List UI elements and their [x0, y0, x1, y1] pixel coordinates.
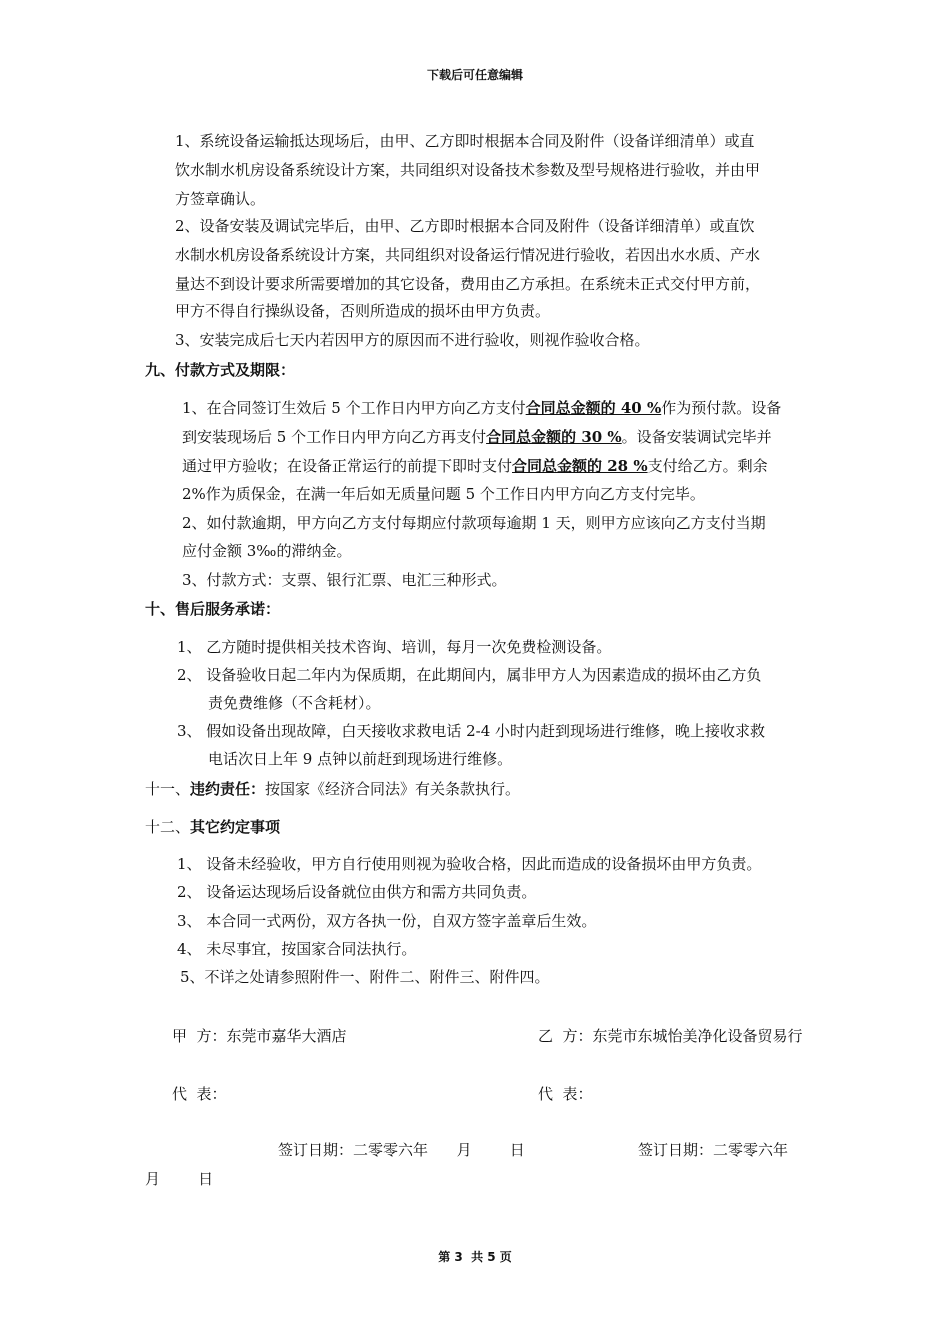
section11-title: 违约责任：	[190, 780, 266, 798]
section11-text: 按国家《经济合同法》有关条款执行。	[265, 780, 521, 798]
s10-item1: 1、 乙方随时提供相关技术咨询、培训，每月一次免费检测设备。	[177, 638, 612, 656]
s10-item2-line2: 责免费维修（不含耗材）。	[208, 694, 381, 712]
s10-item3-line2: 电话次日上年 9 点钟以前赶到现场进行维修。	[208, 750, 513, 768]
s8-item2-line4: 甲方不得自行操纵设备，否则所造成的损坏由甲方负责。	[175, 302, 551, 320]
section11-line	[145, 779, 520, 799]
advance-payment-ratio: 合同总金额的 40 %	[525, 399, 662, 417]
s8-item2-line1: 2、设备安装及调试完毕后，由甲、乙方即时根据本合同及附件（设备详细清单）或直饮	[175, 217, 755, 235]
s9-p2-line1: 2、如付款逾期，甲方向乙方支付每期应付款项每逾期 1 天，则甲方应该向乙方支付当期	[182, 514, 766, 532]
second-payment-ratio: 合同总金额的 30 %	[486, 428, 622, 446]
section12-number: 十二、	[145, 818, 191, 836]
sign-date-b-continued: 月 日	[145, 1170, 214, 1188]
s9-p2-line2: 应付金额 3‰的滞纳金。	[182, 542, 352, 560]
sign-date-b: 签订日期：二零零六年	[638, 1141, 789, 1159]
s8-item1-line1: 1、系统设备运输抵达现场后，由甲、乙方即时根据本合同及附件（设备详细清单）或直	[175, 132, 755, 150]
section12-heading	[145, 817, 280, 837]
party-b: 乙 方：东莞市东城怡美净化设备贸易行	[538, 1027, 803, 1045]
page-header: 下载后可任意编辑	[426, 68, 523, 82]
s10-item3-line1: 3、 假如设备出现故障，白天接收求救电话 2-4 小时内赶到现场进行维修，晚上接收求救	[177, 722, 766, 740]
s8-item1-line3: 方签章确认。	[175, 190, 266, 208]
s8-item2-line2: 水制水机房设备系统设计方案，共同组织对设备运行情况进行验收，若因出水水质、产水	[175, 246, 761, 264]
s9-p1-line4: 2%作为质保金，在满一年后如无质量问题 5 个工作日内甲方向乙方支付完毕。	[182, 485, 705, 503]
s10-item2-line1: 2、 设备验收日起二年内为保质期，在此期间内，属非甲方人为因素造成的损坏由乙方负	[177, 666, 762, 684]
representative-a: 代 表：	[172, 1085, 227, 1103]
s8-item1-line2: 饮水制水机房设备系统设计方案，共同组织对设备技术参数及型号规格进行验收，并由甲	[175, 161, 761, 179]
s12-item1: 1、 设备未经验收，甲方自行使用则视为验收合格，因此而造成的设备损坏由甲方负责。	[177, 855, 762, 873]
s8-item2-line3: 量达不到设计要求所需要增加的其它设备，费用由乙方承担。在系统未正式交付甲方前，	[175, 275, 761, 293]
s9-p3: 3、付款方式：支票、银行汇票、电汇三种形式。	[182, 571, 507, 589]
s12-item4: 4、 未尽事宜，按国家合同法执行。	[177, 940, 417, 958]
s9-p1-l2-tail: 。设备安装调试完毕并	[621, 428, 772, 446]
s12-item2: 2、 设备运达现场后设备就位由供方和需方共同负责。	[177, 883, 537, 901]
third-payment-ratio: 合同总金额的 28 %	[512, 457, 648, 475]
s9-p1-line1	[182, 398, 781, 418]
s9-p1-l3-tail: 支付给乙方。剩余	[647, 457, 768, 475]
s8-item3: 3、安装完成后七天内若因甲方的原因而不进行验收，则视作验收合格。	[175, 331, 650, 349]
section10-number: 十、	[145, 600, 176, 618]
s12-item5: 5、不详之处请参照附件一、附件二、附件三、附件四。	[180, 968, 550, 986]
section9-number: 九、	[145, 361, 176, 379]
s9-p1-l2-text: 到安装现场后 5 个工作日内甲方向乙方再支付	[182, 428, 487, 446]
section9-title: 付款方式及期限：	[175, 361, 296, 379]
page-number: 第 3 共 5 页	[438, 1250, 512, 1264]
s9-p1-l1-tail: 作为预付款。设备	[661, 399, 782, 417]
section10-heading	[145, 599, 280, 619]
section10-title: 售后服务承诺：	[175, 600, 281, 618]
party-a: 甲 方：东莞市嘉华大酒店	[172, 1027, 347, 1045]
representative-b: 代 表：	[538, 1085, 593, 1103]
s9-p1-line2	[182, 427, 772, 447]
s9-p1-line3	[182, 456, 768, 476]
s12-item3: 3、 本合同一式两份，双方各执一份，自双方签字盖章后生效。	[177, 912, 597, 930]
section9-heading	[145, 360, 295, 380]
section12-title: 其它约定事项	[190, 818, 281, 836]
sign-date-a: 签订日期：二零零六年 月 日	[278, 1141, 525, 1159]
s9-p1-l3-text: 通过甲方验收；在设备正常运行的前提下即时支付	[182, 457, 513, 475]
s9-p1-l1-text: 1、在合同签订生效后 5 个工作日内甲方向乙方支付	[182, 399, 526, 417]
section11-number: 十一、	[145, 780, 191, 798]
